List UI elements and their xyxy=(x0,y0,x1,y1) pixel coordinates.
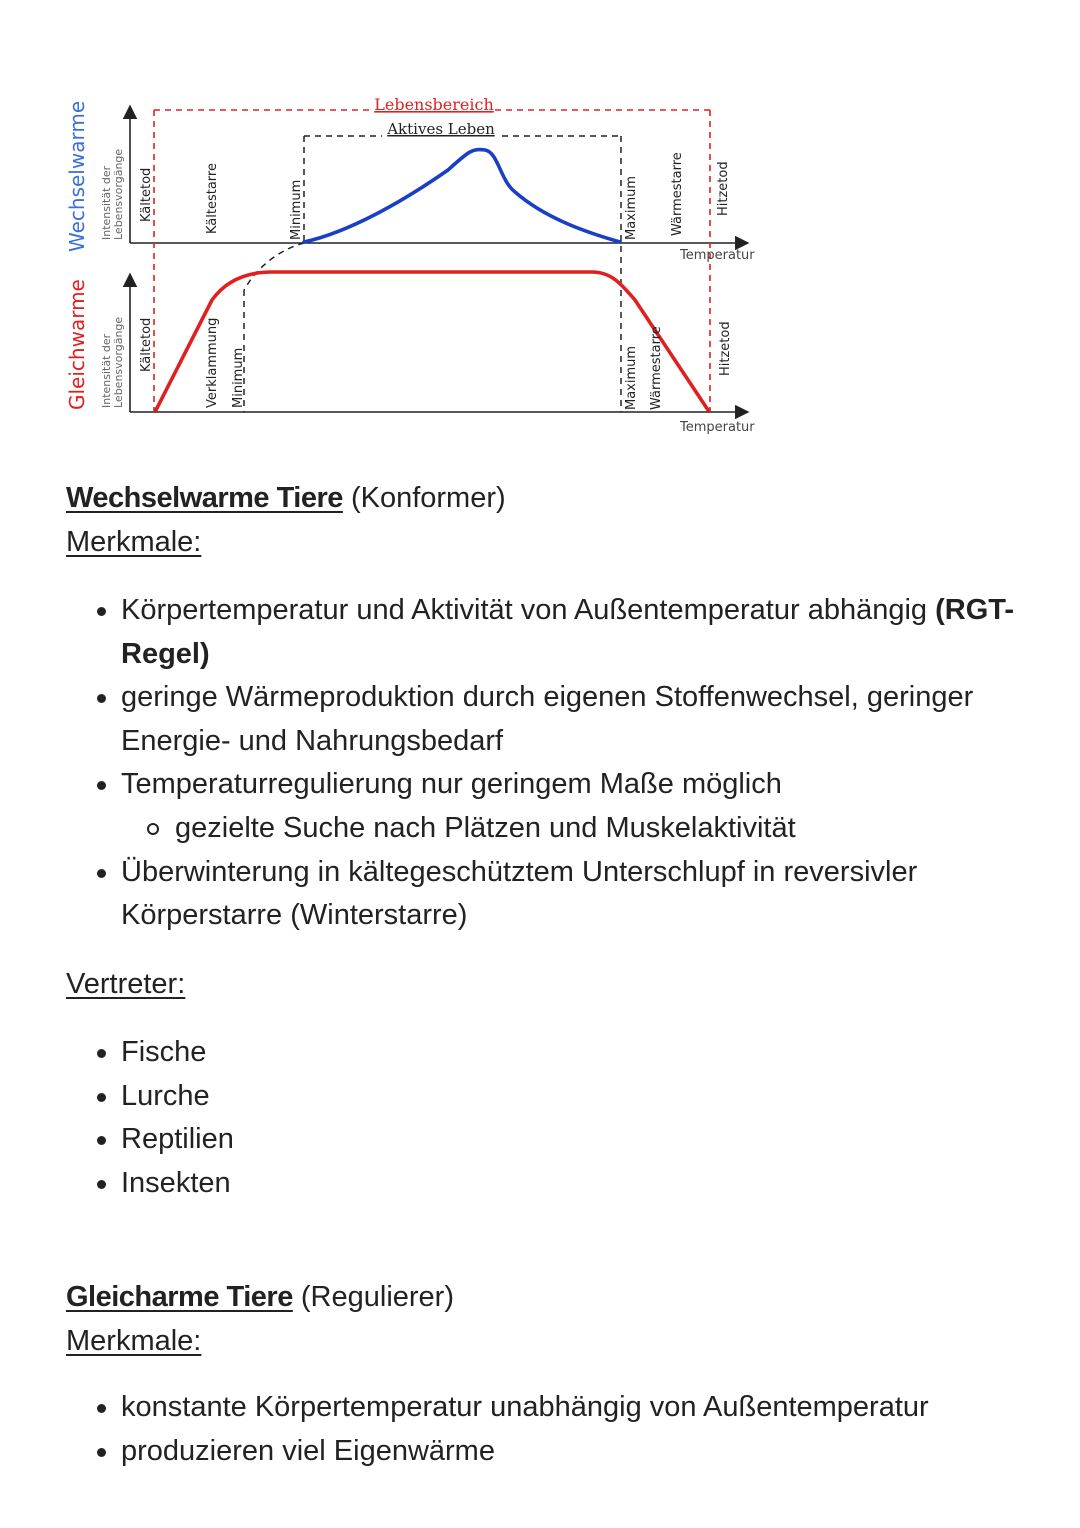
merkmale-list-2 xyxy=(66,1386,1026,1473)
section-gleicharme xyxy=(66,1275,1026,1363)
ylabel-gleichwarme: Gleichwarme xyxy=(65,279,89,410)
axis-label-bottom-2: Lebensvorgänge xyxy=(112,316,125,408)
axis-label-bottom-1: Intensität der xyxy=(100,333,113,408)
vertreter-label: Vertreter: xyxy=(66,968,186,1000)
section-title: Wechselwarme Tiere xyxy=(66,482,343,514)
list-item: Reptilien xyxy=(66,1118,1026,1162)
gleichwarm-minimum-connector xyxy=(244,243,304,290)
aktives-leben-label: Aktives Leben xyxy=(387,120,495,138)
bottom-label-hitzetod: Hitzetod xyxy=(718,321,733,376)
list-item: produzieren viel Eigenwärme xyxy=(66,1430,1026,1474)
bottom-label-minimum: Minimum xyxy=(231,347,246,408)
vertreter-block xyxy=(66,962,1026,1006)
sub-list-item: gezielte Suche nach Plätzen und Muskelaktivität xyxy=(121,807,1026,851)
bottom-label-verklammung: Verklammung xyxy=(205,317,220,408)
top-label-waermestarre: Wärmestarre xyxy=(670,152,685,236)
section-wechselwarme xyxy=(66,476,1026,564)
top-label-maximum: Maximum xyxy=(624,175,639,240)
bottom-label-waermestarre: Wärmestarre xyxy=(649,326,664,410)
top-label-kaeltetod: Kältetod xyxy=(139,167,154,222)
top-label-hitzetod: Hitzetod xyxy=(716,161,731,216)
axis-label-top-1: Intensität der xyxy=(100,165,113,240)
merkmale-label: Merkmale: xyxy=(66,1325,202,1357)
section-subtitle: (Konformer) xyxy=(350,482,506,514)
merkmale-list-1 xyxy=(66,589,1026,938)
wechselwarm-curve xyxy=(304,150,620,242)
bottom-label-kaeltetod: Kältetod xyxy=(139,317,154,372)
list-item: geringe Wärmeproduktion durch eigenen Stoffenwechsel, geringer Energie- und Nahrungsbedarf xyxy=(66,676,1026,763)
top-label-minimum: Minimum xyxy=(289,179,304,240)
xlabel-top: Temperatur xyxy=(680,248,755,263)
vertreter-list xyxy=(66,1031,1026,1205)
list-item: Überwinterung in kältegeschütztem Unterschlupf in reversivler Körperstarre (Winterstarre) xyxy=(66,851,1026,938)
lebensbereich-label: Lebensbereich xyxy=(374,95,494,114)
list-item: Insekten xyxy=(66,1162,1026,1206)
list-item: Körpertemperatur und Aktivität von Außentemperatur abhängig (RGT-Regel) xyxy=(66,589,1026,676)
list-item: konstante Körpertemperatur unabhängig von Außentemperatur xyxy=(66,1386,1026,1430)
temperature-diagram xyxy=(0,0,780,450)
top-label-kaeltestarre: Kältestarre xyxy=(205,163,220,234)
section-title: Gleicharme Tiere xyxy=(66,1281,293,1313)
xlabel-bottom: Temperatur xyxy=(680,420,755,435)
list-item: Temperaturregulierung nur geringem Maße möglich gezielte Suche nach Plätzen und Muskelaktivität xyxy=(66,763,1026,850)
merkmale-label: Merkmale: xyxy=(66,526,202,558)
ylabel-wechselwarme: Wechselwarme xyxy=(65,100,89,252)
axis-label-top-2: Lebensvorgänge xyxy=(112,148,125,240)
section-heading xyxy=(66,1275,1026,1319)
section-heading xyxy=(66,476,1026,520)
list-item: Lurche xyxy=(66,1075,1026,1119)
section-subtitle: (Regulierer) xyxy=(300,1281,454,1313)
list-item: Fische xyxy=(66,1031,1026,1075)
bottom-label-maximum: Maximum xyxy=(624,345,639,410)
